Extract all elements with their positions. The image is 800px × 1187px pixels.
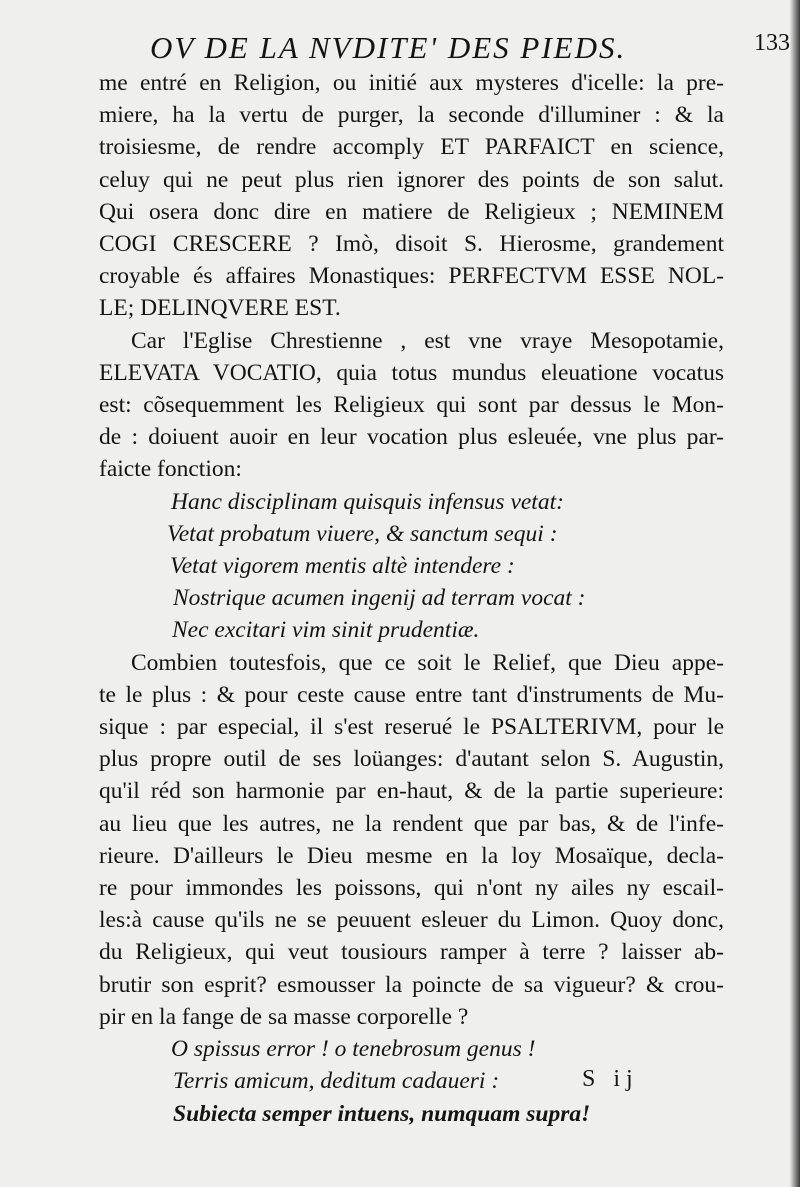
text-line: au lieu que les autres, ne la rendent que par bas, & de l'infe-: [99, 810, 724, 837]
text-line: plus propre outil de ses loüanges: d'autant selon S. Augustin,: [99, 746, 724, 773]
body-text: [99, 67, 724, 1130]
text-line: celuy qui ne peut plus rien ignorer des points de son salut.: [99, 166, 724, 193]
verse-line: Subiecta semper intuens, numquam supra!: [173, 1100, 591, 1127]
text-line: faicte fonction:: [99, 456, 242, 483]
text-line: est: cõsequemment les Religieux qui sont par dessus le Mon-: [99, 392, 724, 419]
text-line: sique : par especial, il s'est reserué le PSALTERIVM, pour le: [99, 714, 724, 741]
page-header: [150, 30, 790, 70]
paragraph-first-line: Combien toutesfois, que ce soit le Relief, que Dieu appe-: [131, 649, 724, 676]
text-line: rieure. D'ailleurs le Dieu mesme en la loy Mosaïque, decla-: [99, 842, 724, 869]
text-line: pir en la fange de sa masse corporelle ?: [99, 1003, 469, 1030]
text-line: COGI CRESCERE ? Imò, disoit S. Hierosme, grandement: [99, 231, 724, 258]
text-line: les:à cause qu'ils ne se peuuent esleuer du Limon. Quoy donc,: [99, 907, 724, 934]
signature-mark: S ij: [582, 1066, 639, 1092]
text-line: du Religieux, qui veut tousiours ramper à terre ? laisser ab-: [99, 939, 724, 966]
verse-line: Vetat probatum viuere, & sanctum sequi :: [167, 520, 558, 547]
verse-line: Terris amicum, deditum cadaueri :: [173, 1068, 500, 1095]
text-line: miere, ha la vertu de purger, la seconde d'illuminer : & la: [99, 102, 724, 129]
text-line: re pour immondes les poissons, qui n'ont ny ailes ny escail-: [99, 875, 724, 902]
text-line: Qui osera donc dire en matiere de Religieux ; NEMINEM: [99, 198, 724, 225]
text-line: croyable és affaires Monastiques: PERFECTVM ESSE NOL-: [99, 263, 724, 290]
text-line: ELEVATA VOCATIO, quia totus mundus eleuatione vocatus: [99, 359, 724, 386]
text-line: LE; DELINQVERE EST.: [99, 295, 341, 322]
text-line: troisiesme, de rendre accomply ET PARFAICT en science,: [99, 134, 724, 161]
page-number: 133: [754, 30, 790, 56]
text-line: de : doiuent auoir en leur vocation plus esleuée, vne plus par-: [99, 424, 724, 451]
paragraph-first-line: Car l'Eglise Chrestienne , est vne vraye Mesopotamie,: [131, 327, 724, 354]
text-line: qu'il réd son harmonie par en-haut, & de la partie superieure:: [99, 778, 724, 805]
verse-line: Nec excitari vim sinit prudentiæ.: [172, 617, 480, 644]
verse-line: Nostrique acumen ingenij ad terram vocat :: [173, 585, 586, 612]
text-line: te le plus : & pour ceste cause entre tant d'instruments de Mu-: [99, 681, 724, 708]
text-line: me entré en Religion, ou initié aux mysteres d'icelle: la pre-: [99, 70, 724, 96]
verse-line: Vetat vigorem mentis altè intendere :: [170, 553, 515, 580]
page-edge-shadow: [790, 0, 800, 1187]
text-line: brutir son esprit? esmousser la poincte de sa vigueur? & crou-: [99, 971, 724, 998]
verse-line: O spissus error ! o tenebrosum genus !: [171, 1036, 536, 1063]
running-title: OV DE LA NVDITE' DES PIEDS.: [150, 30, 627, 65]
verse-line: Hanc disciplinam quisquis infensus vetat:: [171, 488, 564, 515]
